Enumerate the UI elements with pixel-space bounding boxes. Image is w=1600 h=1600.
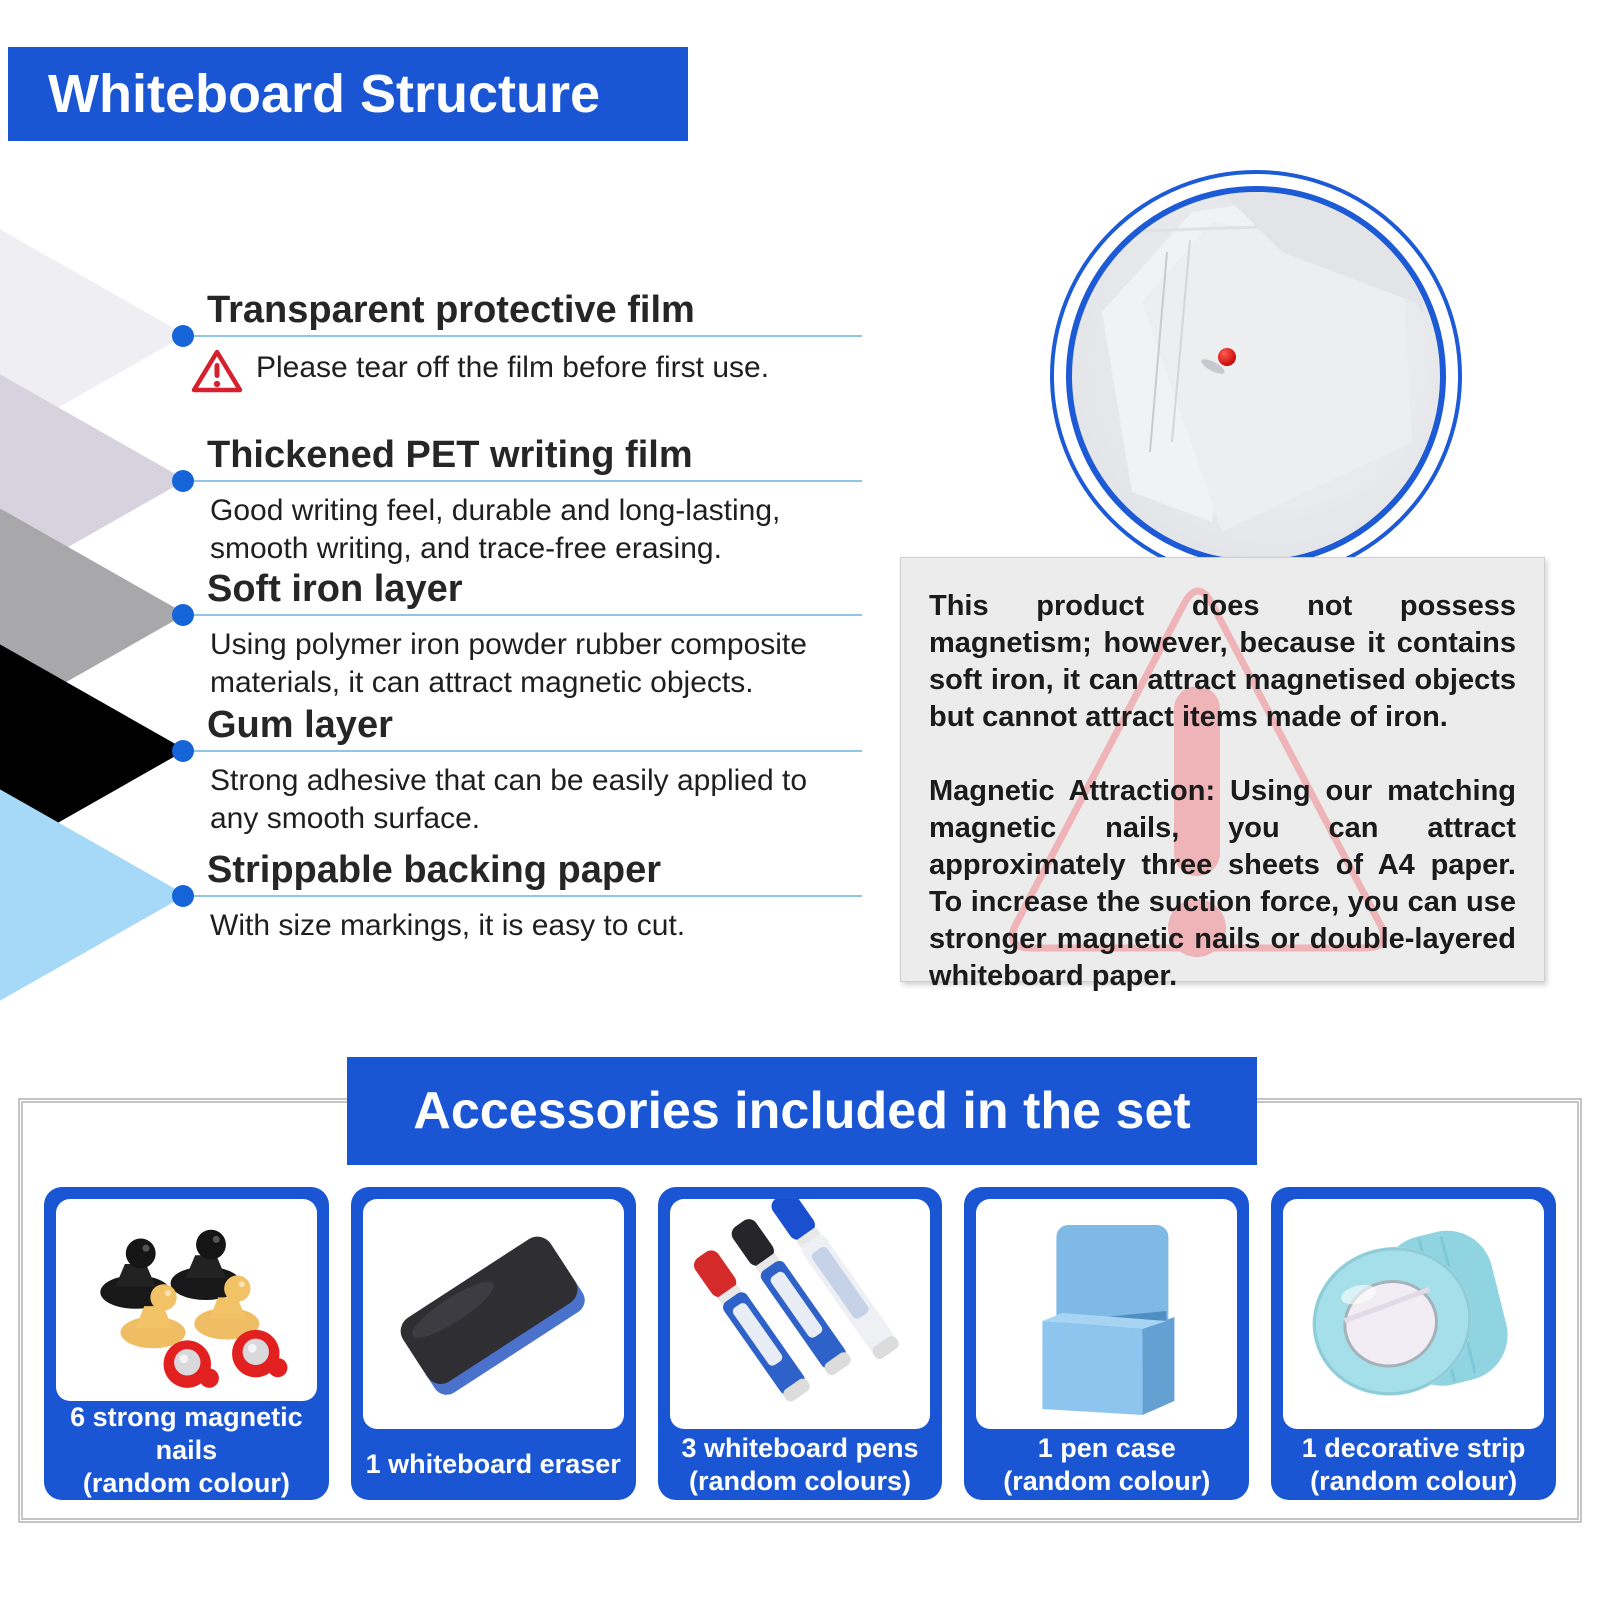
leader-dot [172,885,194,907]
layer-title: Thickened PET writing film [207,434,693,476]
leader-line [186,614,862,616]
leader-line [186,750,862,752]
accessory-card-pen-case [964,1187,1249,1500]
detail-photo-circle [1050,170,1462,582]
page-title: Whiteboard Structure [48,64,601,124]
accessory-label-line1: 1 whiteboard eraser [365,1449,621,1479]
accessory-label-line2: (random colours) [688,1465,911,1496]
layer-description [190,347,862,395]
layer-title: Gum layer [207,704,393,746]
leader-line [186,335,862,337]
layer-section-gum [172,702,862,838]
accessory-label [44,1401,329,1500]
layer-section-soft-iron [172,566,862,702]
leader-line [186,480,862,482]
whiteboard-pens-image [670,1199,931,1429]
leader-dot [172,470,194,492]
accessory-label [658,1429,943,1500]
accessory-label [1271,1429,1556,1500]
accessory-label [964,1429,1249,1500]
accessory-label-line2: (random colour) [82,1468,290,1498]
accessory-label-line1: 1 pen case [1037,1432,1176,1463]
whiteboard-eraser-image [363,1199,624,1429]
red-ring-magnet [232,1330,287,1377]
accessory-card-magnetic-nails [44,1187,329,1500]
red-ring-magnet [164,1340,219,1387]
accessory-label-line2: (random colour) [1003,1465,1211,1496]
layer-description-text: Please tear off the film before first use. [256,351,770,384]
accessory-card-decorative-strip [1271,1187,1556,1500]
page-title-banner [8,47,688,141]
layer-section-pet-film [172,432,862,568]
accessory-label-line1: 6 strong magnetic nails [70,1402,303,1465]
pen-case-image [976,1199,1237,1429]
leader-dot [172,740,194,762]
warning-triangle-icon [190,347,244,395]
magnetic-nails-image [56,1199,317,1401]
leader-line [186,895,862,897]
decorative-strip-image [1283,1199,1544,1429]
accessories-title-banner [347,1057,1257,1165]
note-paragraph-2: Magnetic Attraction: Using our matching magnetic nails, you can attract approximately three sheets of A4 paper. To increase the suction force, you can use stronger magnetic nails or double-layered whiteboard paper. [929,775,1516,992]
layer-description-text: Good writing feel, durable and long-lasting, smooth writing, and trace-free erasing. [210,494,781,565]
accessory-label-line1: 1 decorative strip [1301,1432,1526,1463]
layer-swatch-backing-paper [0,778,186,1012]
red-magnetic-pin [1218,348,1236,366]
whiteboard-paper-photo [1066,186,1446,566]
layer-description-text: Using polymer iron powder rubber composite materials, it can attract magnetic objects. [210,628,807,699]
magnetism-note-box [900,557,1545,992]
accessory-label-line1: 3 whiteboard pens [681,1432,919,1463]
leader-dot [172,325,194,347]
layer-description-text: With size markings, it is easy to cut. [210,909,686,942]
layer-section-protective-film [172,287,862,395]
layer-description-text: Strong adhesive that can be easily applied to any smooth surface. [210,764,808,835]
accessories-title: Accessories included in the set [413,1082,1191,1140]
accessory-label [351,1429,636,1500]
note-paragraph-1: This product does not possess magnetism; however, because it contains soft iron, it can attract magnetised objects but cannot attract items made of iron. [929,590,1516,733]
layer-title: Transparent protective film [207,289,695,331]
layer-section-backing-paper [172,847,862,945]
paper-sheets-graphic [1072,192,1440,560]
leader-dot [172,604,194,626]
layer-title: Strippable backing paper [207,849,661,891]
layer-title: Soft iron layer [207,568,463,610]
accessory-label-line2: (random colour) [1310,1465,1518,1496]
accessory-card-pens [658,1187,943,1500]
accessories-cards [44,1187,1556,1500]
accessory-card-eraser [351,1187,636,1500]
